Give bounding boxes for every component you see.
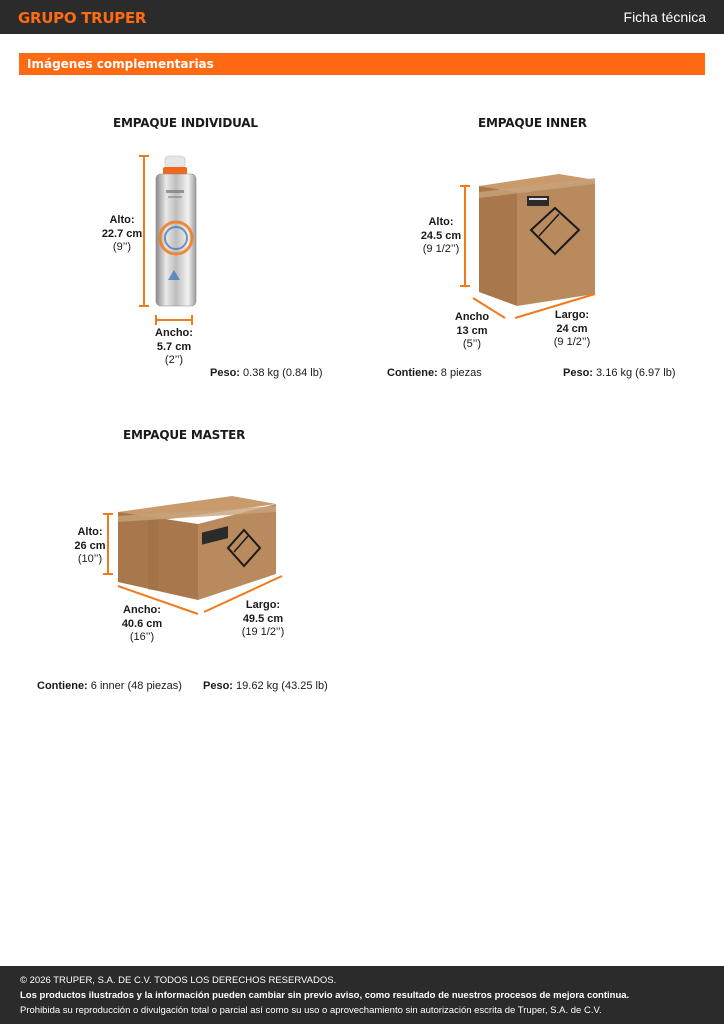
individual-weight: Peso: 0.38 kg (0.84 lb): [210, 367, 323, 379]
master-contents: Contiene: 6 inner (48 piezas): [37, 680, 182, 692]
top-header: [0, 0, 724, 34]
master-weight: Peso: 19.62 kg (43.25 lb): [203, 680, 328, 692]
section-header: [19, 53, 705, 75]
footer-notice: Los productos ilustrados y la información pueden cambiar sin previo aviso, como resultado de nuestros procesos de mejora continua.: [20, 990, 630, 1001]
inner-weight: Peso: 3.16 kg (6.97 lb): [563, 367, 676, 379]
document-title: Ficha técnica: [623, 9, 706, 25]
master-ancho: Ancho: 40.6 cm (16’’): [121, 604, 163, 643]
inner-box-image: [455, 170, 605, 325]
page-footer: [0, 966, 724, 1024]
inner-alto: Alto: 24.5 cm (9 1/2’’): [420, 216, 462, 255]
individual-ancho: Ancho: 5.7 cm (2’’): [155, 327, 193, 366]
footer-legal: Prohibida su reproducción o divulgación total o parcial así como su uso o aprovechamiento sin autorización escrita de Truper, S.A. de C.V.: [20, 1005, 602, 1016]
master-alto: Alto: 26 cm (10’’): [74, 526, 106, 565]
section-title: Imágenes complementarias: [27, 57, 214, 71]
inner-title: EMPAQUE INNER: [478, 116, 587, 130]
inner-largo: Largo: 24 cm (9 1/2’’): [553, 309, 591, 348]
individual-alto: Alto: 22.7 cm (9’’): [101, 214, 143, 253]
individual-title: EMPAQUE INDIVIDUAL: [113, 116, 258, 130]
inner-ancho: Ancho 13 cm (5’’): [454, 311, 490, 350]
master-title: EMPAQUE MASTER: [123, 428, 246, 442]
inner-contents: Contiene: 8 piezas: [387, 367, 482, 379]
brand-logo: GRUPO TRUPER: [18, 9, 147, 27]
footer-copyright: © 2026 TRUPER, S.A. DE C.V. TODOS LOS DERECHOS RESERVADOS.: [20, 975, 337, 986]
master-largo: Largo: 49.5 cm (19 1/2’’): [241, 599, 285, 638]
